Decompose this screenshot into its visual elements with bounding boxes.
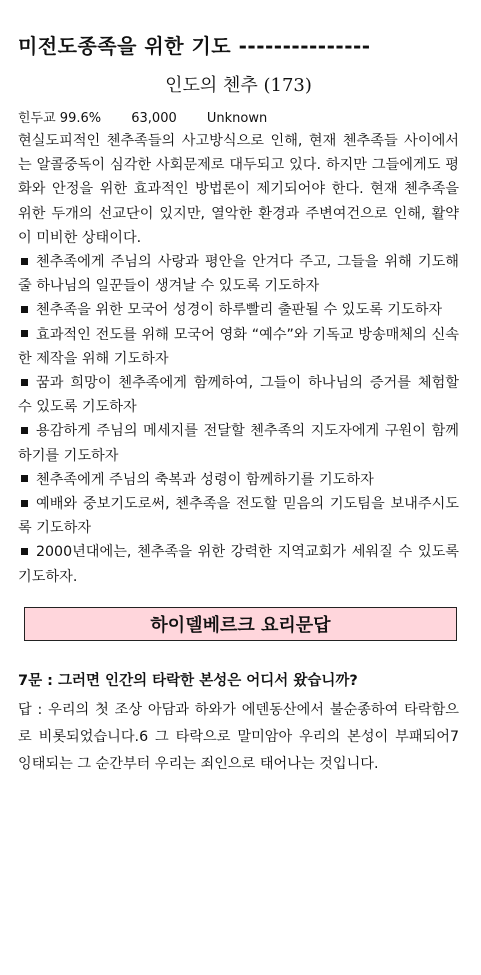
catechism-question: 7문 : 그러면 인간의 타락한 본성은 어디서 왔습니까? <box>18 672 358 689</box>
catechism-answer: 답 : 우리의 첫 조상 아담과 하와가 에덴동산에서 불순종하여 타락함으로 비롯되었습니다.6 그 타락으로 말미암아 우리의 본성이 부패되어7 잉태되는 그 순간부터 우리는 죄인으로 태어나는 것입니다. <box>18 701 459 772</box>
prayer-item <box>18 298 459 322</box>
population-stat: 63,000 <box>131 111 177 126</box>
people-group-title: 인도의 첸추 (173) <box>165 75 312 96</box>
catechism-qa <box>18 667 459 778</box>
prayer-text: 예배와 중보기도로써, 첸추족을 전도할 믿음의 기도팀을 보내주시도록 기도하자 <box>18 496 459 537</box>
prayer-text: 꿈과 희망이 첸추족에게 함께하여, 그들이 하나님의 증거를 체험할 수 있도록 기도하자 <box>18 375 459 416</box>
intro-paragraph: 현실도피적인 첸추족들의 사고방식으로 인해, 현재 첸추족들 사이에서는 알콜중독이 심각한 사회문제로 대두되고 있다. 하지만 그들에게도 평화와 안정을 위한 효과적인 방법론이 제기되어야 한다. 현재 첸추족을 위한 두개의 선교단이 있지만, 열악한 환경과 주변여건으로 인해, 활약이 미비한 상태이다. <box>18 133 459 246</box>
prayer-item <box>18 540 459 588</box>
prayer-item <box>18 468 459 492</box>
prayer-list <box>18 250 459 589</box>
prayer-text: 용감하게 주님의 메세지를 전달할 첸추족의 지도자에게 구원이 함께하기를 기도하자 <box>18 423 459 464</box>
square-bullet-icon <box>21 306 28 313</box>
prayer-item <box>18 323 459 371</box>
square-bullet-icon <box>21 330 28 337</box>
prayer-item <box>18 371 459 419</box>
stats-line <box>18 107 459 126</box>
prayer-text: 첸추족을 위한 모국어 성경이 하루빨리 출판될 수 있도록 기도하자 <box>36 302 443 319</box>
catechism-banner: 하이델베르크 요리문답 <box>24 607 457 641</box>
square-bullet-icon <box>21 548 28 555</box>
prayer-text: 첸추족에게 주님의 사랑과 평안을 안겨다 주고, 그들을 위해 기도해 줄 하나님의 일꾼들이 생겨날 수 있도록 기도하자 <box>18 254 459 295</box>
prayer-text: 효과적인 전도를 위해 모국어 영화 “예수”와 기독교 방송매체의 신속한 제작을 위해 기도하자 <box>18 326 459 367</box>
prayer-text: 첸추족에게 주님의 축복과 성령이 함께하기를 기도하자 <box>36 471 374 488</box>
prayer-item <box>18 250 459 298</box>
square-bullet-icon <box>21 500 28 507</box>
prayer-text: 2000년대에는, 첸추족을 위한 강력한 지역교회가 세워질 수 있도록 기도하자. <box>18 544 459 585</box>
square-bullet-icon <box>21 475 28 482</box>
religion-stat: 힌두교 99.6% <box>18 111 102 126</box>
prayer-item <box>18 419 459 467</box>
square-bullet-icon <box>21 379 28 386</box>
section-header: 미전도종족을 위한 기도 --------------- <box>18 34 371 58</box>
square-bullet-icon <box>21 258 28 265</box>
status-stat: Unknown <box>206 111 268 126</box>
prayer-item <box>18 492 459 540</box>
square-bullet-icon <box>21 427 28 434</box>
